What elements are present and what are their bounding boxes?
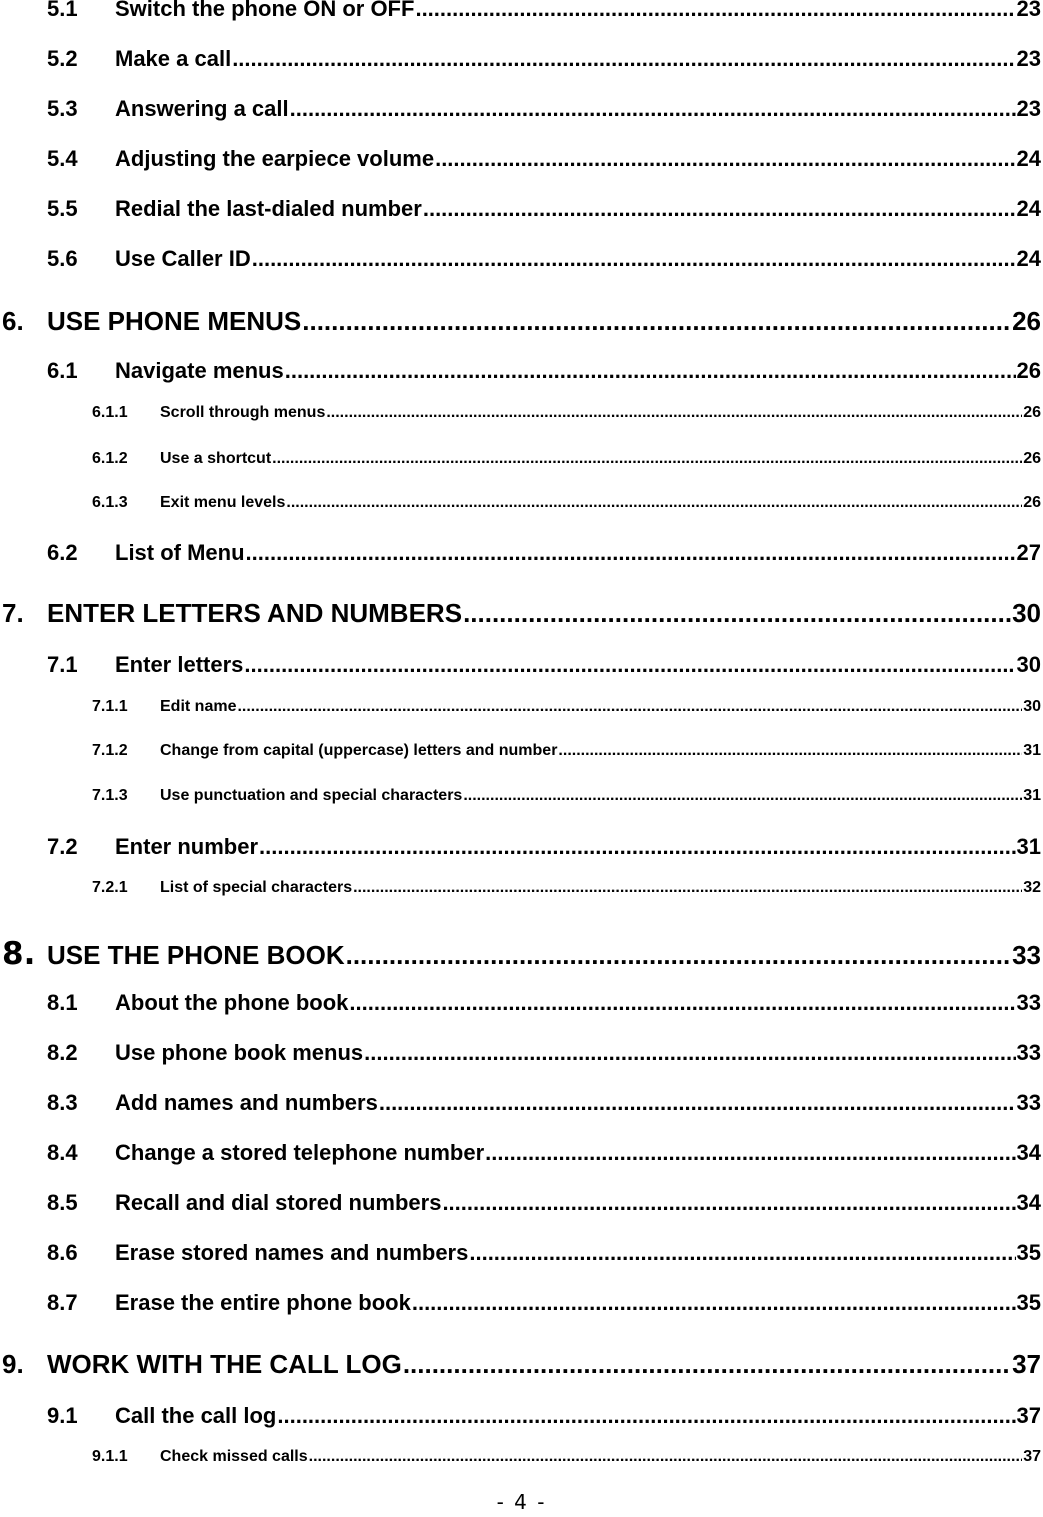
toc-page: 31 <box>1016 834 1041 859</box>
toc-entry-8-5[interactable] <box>47 1190 1041 1216</box>
toc-leader <box>244 652 1015 678</box>
toc-entry-6-2[interactable] <box>47 540 1041 566</box>
toc-title: Make a call <box>115 46 232 71</box>
toc-title: Switch the phone ON or OFF <box>115 0 415 21</box>
toc-entry-7-1[interactable] <box>47 652 1041 678</box>
toc-entry-5-3[interactable] <box>47 96 1041 122</box>
toc-leader <box>259 834 1015 860</box>
toc-page: 30 <box>1023 698 1041 715</box>
toc-title: ENTER LETTERS AND NUMBERS <box>47 598 463 628</box>
toc-page: 35 <box>1016 1290 1041 1315</box>
toc-entry-5-6[interactable] <box>47 246 1041 272</box>
toc-leader <box>302 306 1011 337</box>
toc-entry-8-4[interactable] <box>47 1140 1041 1166</box>
toc-entry-6-1-3[interactable] <box>92 494 1041 512</box>
toc-leader <box>237 698 1022 716</box>
toc-title: USE THE PHONE BOOK <box>47 940 345 970</box>
toc-title: Erase stored names and numbers <box>115 1240 469 1265</box>
toc-page: 24 <box>1016 246 1041 271</box>
toc-title: Exit menu levels <box>160 494 286 511</box>
toc-entry-6-1-2[interactable] <box>92 450 1041 468</box>
toc-entry-6[interactable] <box>2 306 1041 337</box>
toc-leader <box>272 450 1022 468</box>
toc-title: Enter letters <box>115 652 244 677</box>
toc-title: Use phone book menus <box>115 1040 364 1065</box>
toc-page: 37 <box>1023 1448 1041 1465</box>
toc-number: 6.1 <box>47 358 78 383</box>
toc-number: 9.1 <box>47 1403 78 1428</box>
toc-title: Add names and numbers <box>115 1090 378 1115</box>
toc-entry-7-2-1[interactable] <box>92 879 1041 897</box>
toc-title: About the phone book <box>115 990 349 1015</box>
toc-number: 7.1.2 <box>92 742 128 759</box>
toc-entry-8-2[interactable] <box>47 1040 1041 1066</box>
toc-page: 31 <box>1023 787 1041 804</box>
toc-page: 37 <box>1016 1403 1041 1428</box>
toc-leader <box>309 1448 1023 1466</box>
toc-entry-5-2[interactable] <box>47 46 1041 72</box>
toc-page: 32 <box>1023 879 1041 896</box>
toc-page: 26 <box>1012 306 1041 336</box>
toc-page: 23 <box>1016 96 1041 121</box>
toc-title: Edit name <box>160 698 237 715</box>
toc-page: 35 <box>1016 1240 1041 1265</box>
toc-title: WORK WITH THE CALL LOG <box>47 1349 402 1379</box>
toc-number: 6.2 <box>47 540 78 565</box>
toc-number: 6.1.2 <box>92 450 128 467</box>
toc-number: 5.6 <box>47 246 78 271</box>
toc-title: Enter number <box>115 834 259 859</box>
toc-number: 7. <box>2 598 24 628</box>
toc-entry-7-1-2[interactable] <box>92 742 1041 760</box>
toc-title: Check missed calls <box>160 1448 308 1465</box>
toc-leader <box>252 246 1016 272</box>
toc-number: 7.2.1 <box>92 879 128 896</box>
toc-number: 7.2 <box>47 834 78 859</box>
toc-leader <box>290 96 1016 122</box>
toc-entry-7[interactable] <box>2 598 1041 629</box>
toc-page: 26 <box>1023 404 1041 421</box>
toc-leader <box>326 404 1022 422</box>
toc-title: Scroll through menus <box>160 404 326 421</box>
toc-title: Navigate menus <box>115 358 284 383</box>
toc-leader <box>415 0 1015 22</box>
toc-number: 5.2 <box>47 46 78 71</box>
toc-title: Call the call log <box>115 1403 277 1428</box>
toc-page: 23 <box>1016 0 1041 21</box>
toc-entry-6-1-1[interactable] <box>92 404 1041 422</box>
toc-page: 33 <box>1016 1040 1041 1065</box>
toc-number: 8.1 <box>47 990 78 1015</box>
toc-number: 8.4 <box>47 1140 78 1165</box>
toc-title: Adjusting the earpiece volume <box>115 146 435 171</box>
toc-leader <box>403 1349 1011 1380</box>
toc-title: Redial the last-dialed number <box>115 196 422 221</box>
toc-number: 6.1.3 <box>92 494 128 511</box>
toc-number: 6.1.1 <box>92 404 128 421</box>
toc-title: Use punctuation and special characters <box>160 787 463 804</box>
toc-number: 5.5 <box>47 196 78 221</box>
toc-leader <box>485 1140 1015 1166</box>
toc-leader <box>423 196 1016 222</box>
toc-leader <box>285 358 1016 384</box>
toc-title: Change from capital (uppercase) letters and number <box>160 742 558 759</box>
toc-entry-7-1-3[interactable] <box>92 787 1041 805</box>
toc-leader <box>286 494 1022 512</box>
toc-page: 33 <box>1016 1090 1041 1115</box>
toc-number: 5.4 <box>47 146 78 171</box>
toc-number: 8.7 <box>47 1290 78 1315</box>
toc-number: 7.1.1 <box>92 698 128 715</box>
toc-title: Erase the entire phone book <box>115 1290 411 1315</box>
toc-entry-6-1[interactable] <box>47 358 1041 384</box>
toc-leader <box>379 1090 1016 1116</box>
toc-title: Use a shortcut <box>160 450 272 467</box>
toc-entry-5-5[interactable] <box>47 196 1041 222</box>
toc-title: USE PHONE MENUS <box>47 306 302 336</box>
toc-leader <box>349 990 1015 1016</box>
toc-leader <box>246 540 1016 566</box>
toc-page: 37 <box>1012 1349 1041 1379</box>
toc-page: 33 <box>1016 990 1041 1015</box>
toc-number: 7.1.3 <box>92 787 128 804</box>
toc-page: 27 <box>1016 540 1041 565</box>
toc-page: 31 <box>1023 742 1041 759</box>
toc-entry-5-4[interactable] <box>47 146 1041 172</box>
toc-number: 8.2 <box>47 1040 78 1065</box>
toc-leader <box>353 879 1022 897</box>
toc-leader <box>558 742 1022 760</box>
toc-page: 34 <box>1016 1140 1041 1165</box>
toc-number: 7.1 <box>47 652 78 677</box>
toc-leader <box>463 598 1011 629</box>
toc-number: 8.3 <box>47 1090 78 1115</box>
toc-page: 26 <box>1023 494 1041 511</box>
toc-leader <box>412 1290 1016 1316</box>
toc-page: 23 <box>1016 46 1041 71</box>
toc-entry-9[interactable] <box>2 1349 1041 1380</box>
toc-entry-5-1[interactable] <box>47 0 1041 22</box>
toc-page: 33 <box>1012 940 1041 970</box>
toc-number: 9.1.1 <box>92 1448 128 1465</box>
toc-page: 26 <box>1016 358 1041 383</box>
toc-number: 8.6 <box>47 1240 78 1265</box>
toc-number: 6. <box>2 306 24 336</box>
toc-number: 9. <box>2 1349 24 1379</box>
toc-title: Recall and dial stored numbers <box>115 1190 442 1215</box>
toc-entry-8-1[interactable] <box>47 990 1041 1016</box>
toc-title: Answering a call <box>115 96 289 121</box>
toc-page: 34 <box>1016 1190 1041 1215</box>
toc-page: 24 <box>1016 196 1041 221</box>
toc-number: 5.1 <box>47 0 78 21</box>
toc-number: 8.5 <box>47 1190 78 1215</box>
toc-entry-8-6[interactable] <box>47 1240 1041 1266</box>
toc-leader <box>346 940 1011 971</box>
toc-entry-8-7[interactable] <box>47 1290 1041 1316</box>
toc-page: 30 <box>1016 652 1041 677</box>
toc-leader <box>469 1240 1015 1266</box>
toc-leader <box>463 787 1022 805</box>
toc-page: 26 <box>1023 450 1041 467</box>
toc-leader <box>364 1040 1015 1066</box>
toc-page: 24 <box>1016 146 1041 171</box>
toc-entry-9-1-1[interactable] <box>92 1448 1041 1466</box>
toc-number: 8. <box>2 936 36 972</box>
toc-leader <box>442 1190 1015 1216</box>
page-number-footer: - 4 - <box>496 1490 547 1514</box>
toc-leader <box>232 46 1015 72</box>
toc-title: List of Menu <box>115 540 245 565</box>
toc-entry-8-3[interactable] <box>47 1090 1041 1116</box>
toc-leader <box>435 146 1015 172</box>
toc-title: Change a stored telephone number <box>115 1140 485 1165</box>
toc-entry-7-1-1[interactable] <box>92 698 1041 716</box>
toc-page: 30 <box>1012 598 1041 628</box>
toc-number: 5.3 <box>47 96 78 121</box>
toc-title: Use Caller ID <box>115 246 251 271</box>
toc-title: List of special characters <box>160 879 353 896</box>
toc-entry-9-1[interactable] <box>47 1403 1041 1429</box>
toc-leader <box>277 1403 1015 1429</box>
toc-entry-7-2[interactable] <box>47 834 1041 860</box>
toc-entry-8[interactable] <box>2 936 1041 972</box>
